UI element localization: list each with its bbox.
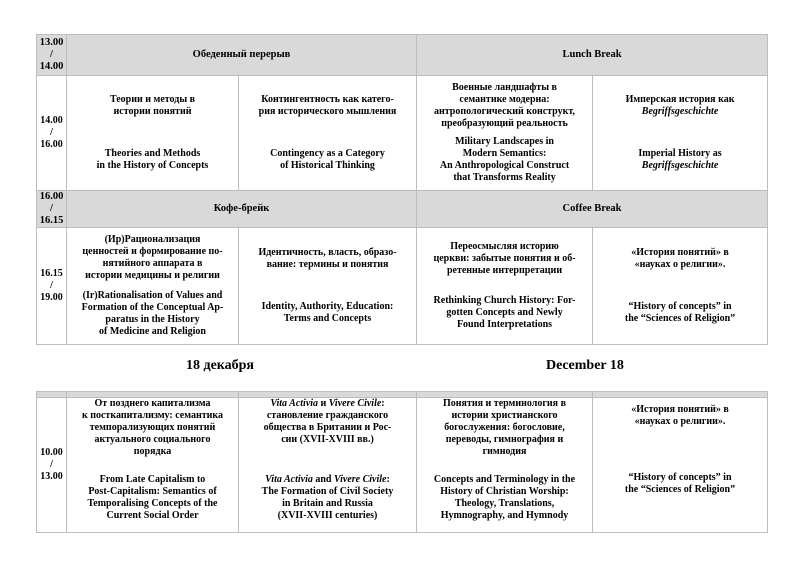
panel-cell: Понятия и терминология в истории христианского богослужения: богословие, переводы, гимнография и гимнодия Concepts and Terminology in the History of Christian Worship: Theology, Translations, Hymnography, and Hymnody	[417, 398, 593, 533]
lunch-label-en: Lunch Break	[417, 35, 768, 76]
panel-cell: Военные ландшафты в семантике модерна: антропологический конструкт, преобразующий реальность Military Landscapes in Modern Semantics: An Anthropological Construct that Transforms Reality	[417, 76, 593, 191]
panel-cell: Контингентность как катего- рия исторического мышления Contingency as a Category of Historical Thinking	[239, 76, 417, 191]
date-heading-en: December 18	[546, 358, 624, 373]
panel-cell: Идентичность, власть, образо- вание: термины и понятия Identity, Authority, Education: Terms and Concepts	[239, 228, 417, 345]
panel-cell: «История понятий» в «науках о религии». “History of concepts” in the “Sciences of Religion”	[593, 398, 768, 533]
panel-cell: «История понятий» в «науках о религии». “History of concepts” in the “Sciences of Religion”	[593, 228, 768, 345]
panel-cell: Имперская история как Begriffsgeschichte Imperial History as Begriffsgeschichte	[593, 76, 768, 191]
lunch-label-ru: Обеденный перерыв	[67, 35, 417, 76]
time-cell: 14.00 / 16.00	[37, 76, 67, 191]
time-cell: 10.00 / 13.00	[37, 398, 67, 533]
panel-cell: Теории и методы в истории понятий Theories and Methods in the History of Concepts	[67, 76, 239, 191]
time-cell: 16.15 / 19.00	[37, 228, 67, 345]
panel-cell: Vita Activia и Vivere Civile: становление гражданского общества в Британии и Рос- сии (XVII-XVIII вв.) Vita Activia and Vivere Civile: The Formation of Civil Society in Britain and Russia (XVII-XVIII centuries)	[239, 398, 417, 533]
session-row	[37, 228, 768, 345]
coffee-row	[37, 191, 768, 228]
time-cell: 13.00 / 14.00	[37, 35, 67, 76]
time-cell: 16.00 / 16.15	[37, 191, 67, 228]
session-row	[37, 76, 768, 191]
panel-cell: (Ир)Рационализация ценностей и формирование по- нятийного аппарата в истории медицины и религии (Ir)Rationalisation of Values and Formation of the Conceptual Ap- paratus in the History of Medicine and Religion	[67, 228, 239, 345]
date-heading-ru: 18 декабря	[186, 358, 255, 373]
schedule-table-day2	[36, 391, 768, 533]
lunch-row	[37, 35, 768, 76]
schedule-table-day1	[36, 34, 768, 345]
coffee-label-ru: Кофе-брейк	[67, 191, 417, 228]
coffee-label-en: Coffee Break	[417, 191, 768, 228]
panel-cell: От позднего капитализма к посткапитализму: семантика темпорализующих понятий актуального социального порядка From Late Capitalism to Post-Capitalism: Semantics of Temporalising Concepts of the Current Social Order	[67, 398, 239, 533]
session-row	[37, 398, 768, 533]
panel-cell: Переосмысляя историю церкви: забытые понятия и об- ретенные интерпретации Rethinking Church History: For- gotten Concepts and Newly Found Interpretations	[417, 228, 593, 345]
